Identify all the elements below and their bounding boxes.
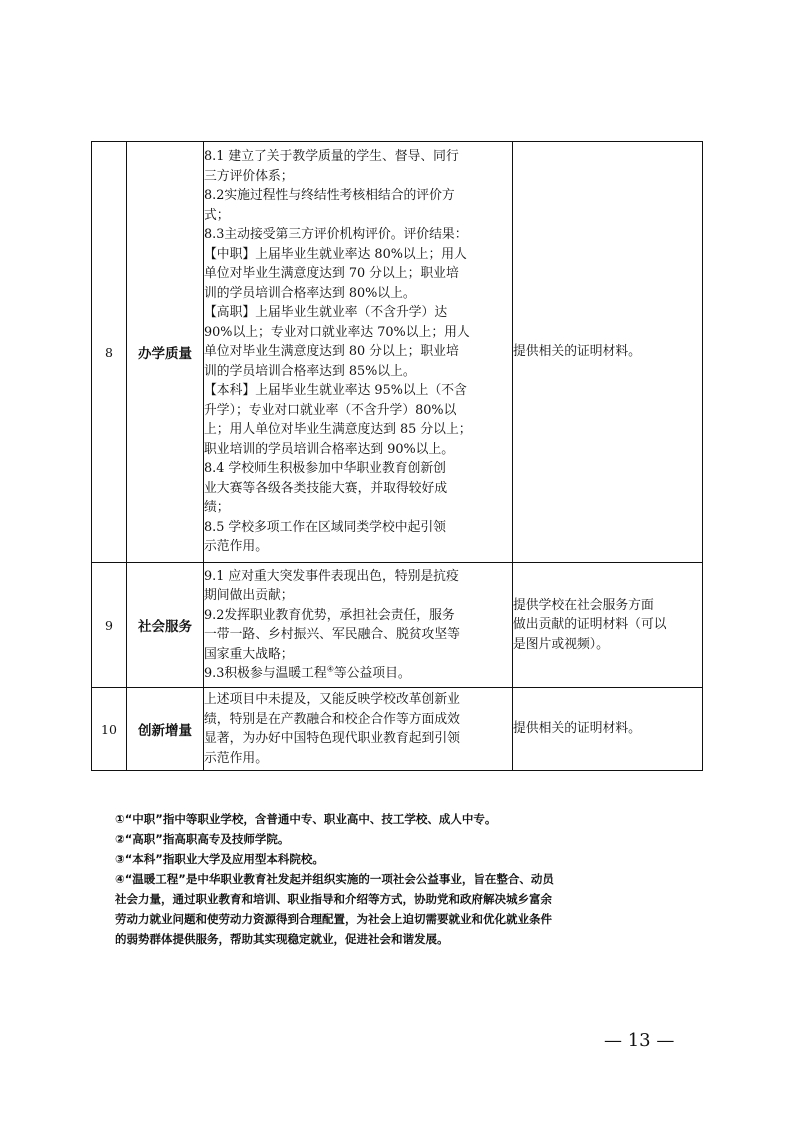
content-line: 国家重大战略；	[204, 646, 294, 662]
footnote-line: ③“本科”指职业大学及应用型本科院校。	[115, 852, 324, 866]
content-line: 上；用人单位对毕业生满意度达到 85 分以上；	[204, 422, 472, 438]
content-line: 期间做出贡献；	[204, 588, 294, 603]
content-line: 单位对毕业生满意度达到 70 分以上；职业培	[204, 266, 459, 282]
content-line: 一带一路、乡村振兴、军民融合、脱贫攻坚等	[204, 627, 460, 642]
content-line: 业大赛等各级各类技能大赛，并取得较好成	[204, 480, 448, 496]
content-line: 单位对毕业生满意度达到 80 分以上；职业培	[204, 344, 459, 360]
evidence-line: 做出贡献的证明材料（可以	[513, 617, 667, 633]
content-line: 8.4 学校师生积极参加中华职业教育创新创	[204, 461, 446, 477]
content-line-with-footnote	[204, 664, 512, 684]
table-row	[92, 688, 703, 771]
evaluation-table	[91, 141, 703, 771]
row-evidence	[513, 563, 703, 688]
content-line: 职业培训的学员培训合格率达到 90%以上。	[204, 441, 455, 457]
row-item-title: 办学质量	[127, 142, 204, 563]
footnotes	[115, 809, 685, 949]
content-line: 绩，特别是在产教融合和校企合作等方面成效	[204, 711, 460, 727]
content-line: 绩；	[204, 500, 230, 516]
row-content	[204, 142, 513, 563]
row-item-title: 创新增量	[127, 688, 204, 771]
footnote-line: ①“中职”指中等职业学校，含普通中专、职业高中、技工学校、成人中专。	[115, 812, 497, 826]
content-line: 9.1 应对重大突发事件表现出色，特别是抗疫	[204, 568, 459, 584]
row-number: 9	[92, 563, 127, 688]
row-evidence	[513, 688, 703, 771]
footnote-line: 劳动力就业问题和使劳动力资源得到合理配置，为社会上迫切需要就业和优化就业条件	[115, 912, 552, 926]
evidence-line: 是图片或视频）。	[513, 636, 609, 652]
evidence-line: 提供相关的证明材料。	[513, 721, 641, 737]
row-content	[204, 563, 513, 688]
page-number: — 13 —	[604, 1030, 675, 1051]
row-number: 8	[92, 142, 127, 563]
footnote-line: ④“温暖工程”是中华职业教育社发起并组织实施的一项社会公益事业，旨在整合、动员	[115, 872, 554, 886]
footnote-line: ②“高职”指高职高专及技师学院。	[115, 832, 290, 846]
content-line: 显著，为办好中国特色现代职业教育起到引领	[204, 731, 460, 746]
content-line: 示范作用。	[204, 539, 268, 555]
row-number: 10	[92, 688, 127, 771]
content-line: 8.1 建立了关于教学质量的学生、督导、同行	[204, 149, 459, 165]
footnote-line: 的弱势群体提供服务，帮助其实现稳定就业，促进社会和谐发展。	[115, 932, 449, 946]
evidence-line: 提供学校在社会服务方面	[513, 597, 654, 613]
row-item-title: 社会服务	[127, 563, 204, 688]
content-text: 9.3积极参与温暖工程	[204, 666, 327, 681]
content-line: 训的学员培训合格率达到 80%以上。	[204, 285, 416, 301]
content-line: 8.3主动接受第三方评价机构评价。评价结果：	[204, 227, 468, 243]
content-line: 9.2发挥职业教育优势，承担社会责任，服务	[204, 607, 455, 623]
table-row	[92, 563, 703, 688]
content-line: 【中职】上届毕业生就业率达 80%以上；用人	[204, 246, 467, 262]
content-line: 三方评价体系；	[204, 168, 294, 184]
content-line: 【高职】上届毕业生就业率（不含升学）达	[204, 305, 448, 321]
content-line: 上述项目中未提及，又能反映学校改革创新业	[204, 692, 460, 707]
table-row	[92, 142, 703, 563]
row-content	[204, 688, 513, 771]
content-text: 等公益项目。	[333, 666, 411, 681]
content-line: 示范作用。	[204, 750, 268, 766]
row-evidence	[513, 142, 703, 563]
content-line: 训的学员培训合格率达到 85%以上。	[204, 363, 416, 379]
content-line: 90%以上；专业对口就业率达 70%以上；用人	[204, 324, 470, 340]
content-line: 【本科】上届毕业生就业率达 95%以上（不含	[204, 383, 467, 399]
content-line: 式；	[204, 207, 230, 223]
content-line: 升学）；专业对口就业率（不含升学）80%以	[204, 402, 457, 418]
footnote-line: 社会力量，通过职业教育和培训、职业指导和介绍等方式，协助党和政府解决城乡富余	[115, 892, 552, 906]
evidence-line: 提供相关的证明材料。	[513, 344, 641, 360]
content-line: 8.5 学校多项工作在区域同类学校中起引领	[204, 519, 446, 535]
content-line: 8.2实施过程性与终结性考核相结合的评价方	[204, 188, 455, 204]
footnote-mark: ④	[326, 664, 334, 674]
